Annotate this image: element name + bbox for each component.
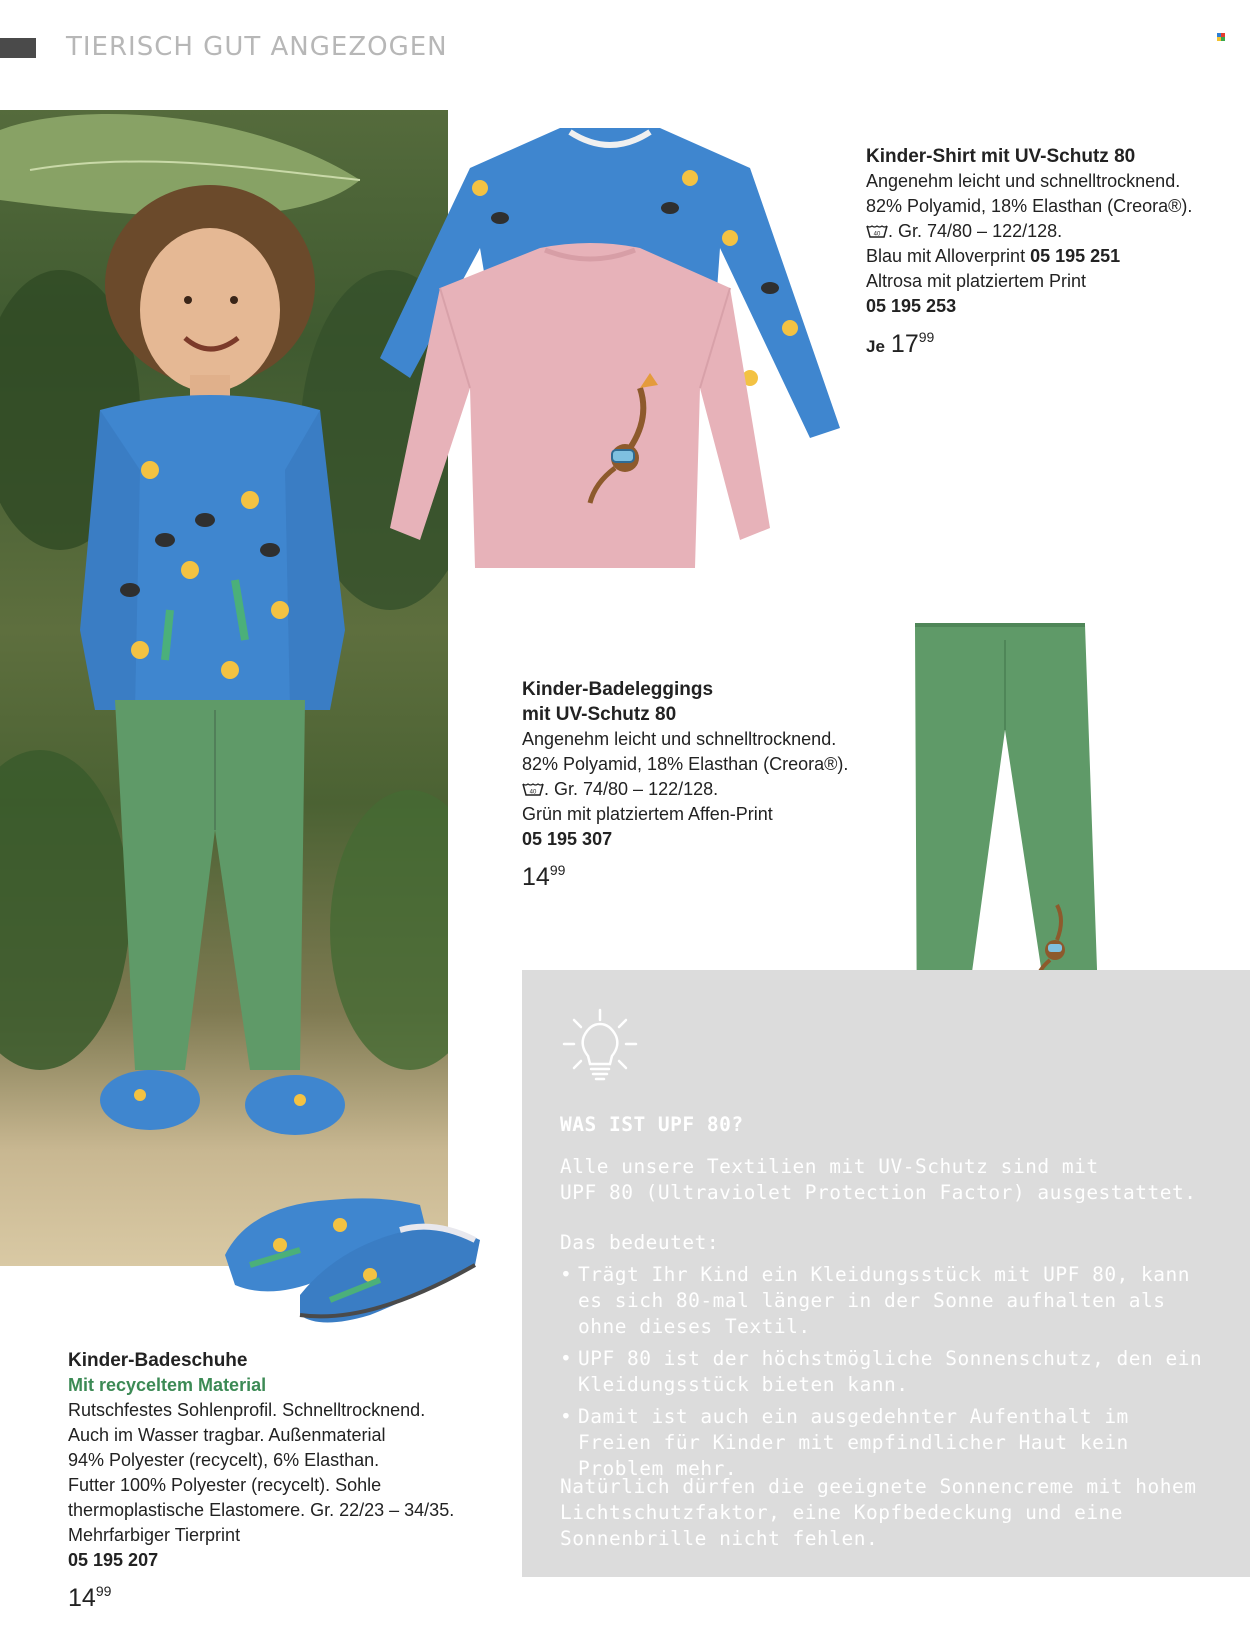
shoes-image — [220, 1185, 490, 1335]
shirt-variant-1 — [866, 244, 1250, 269]
shirt-variant-2-label: Altrosa mit platziertem Print — [866, 271, 1087, 291]
shirt-sizes-row — [866, 219, 1250, 244]
shirt-title: Kinder-Shirt mit UV-Schutz 80 — [866, 146, 1136, 167]
wash-40-icon — [866, 224, 888, 238]
leggings-price-main: 14 — [522, 863, 550, 891]
shirts-image — [370, 128, 855, 588]
upf-closing: Natürlich dürfen die geeignete Sonnencreme mit hohem Lichtschutzfaktor, eine Kopfbedeckung und eine Sonnenbrille nicht fehlen. — [560, 1475, 1197, 1550]
shirt-sizes: . Gr. 74/80 – 122/128. — [888, 221, 1063, 241]
upf-bullet-3: • Damit ist auch ein ausgedehnter Aufenthalt im Freien für Kinder mit empfindlicher Haut kein Problem mehr. — [560, 1404, 1210, 1482]
shirt-price-cents: 99 — [918, 329, 935, 345]
shirt-variant-1-code: 05 195 251 — [1030, 246, 1121, 266]
leggings-price-cents: 99 — [549, 862, 566, 878]
shoes-line-2: Auch im Wasser tragbar. Außenmaterial — [68, 1425, 386, 1445]
upf-title: WAS IST UPF 80? — [560, 1113, 744, 1136]
leggings-variant: Grün mit platziertem Affen-Print — [522, 804, 773, 824]
shirt-line-2: 82% Polyamid, 18% Elasthan (Creora®). — [866, 196, 1193, 216]
upf-bullet-2: • UPF 80 ist der höchstmögliche Sonnenschutz, den ein Kleidungsstück bieten kann. — [560, 1346, 1210, 1398]
upf-intro — [560, 1154, 1196, 1206]
leggings-description — [522, 677, 862, 890]
shoes-price — [68, 1579, 508, 1611]
upf-bullet-1: • Trägt Ihr Kind ein Kleidungsstück mit UPF 80, kann es sich 80-mal länger in der Sonne aufhalten als ohne dieses Textil. — [560, 1262, 1210, 1340]
shoes-price-main: 14 — [68, 1584, 96, 1612]
leggings-price — [522, 858, 862, 890]
shirt-price-prefix: Je — [866, 337, 885, 356]
leggings-line-2: 82% Polyamid, 18% Elasthan (Creora®). — [522, 754, 849, 774]
shirt-description — [866, 144, 1250, 359]
page-title: TIERISCH GUT ANGEZOGEN — [66, 32, 448, 62]
leggings-sizes-row — [522, 777, 862, 802]
leggings-line-1: Angenehm leicht und schnelltrocknend. — [522, 729, 837, 749]
header-bar — [0, 38, 36, 58]
wash-40-icon — [522, 782, 544, 796]
upf-bullet-list — [560, 1262, 1210, 1488]
shirt-variant-2-code: 05 195 253 — [866, 296, 957, 316]
lightbulb-icon — [560, 1006, 640, 1086]
svg-text:40: 40 — [873, 231, 881, 238]
leggings-code: 05 195 307 — [522, 829, 613, 849]
shoes-line-4: Futter 100% Polyester (recycelt). Sohle — [68, 1475, 382, 1495]
shirt-price — [866, 325, 1250, 359]
svg-text:40: 40 — [529, 789, 537, 796]
shoes-line-3: 94% Polyester (recycelt), 6% Elasthan. — [68, 1450, 380, 1470]
upf-intro-line-2: UPF 80 (Ultraviolet Protection Factor) ausgestattet. — [560, 1181, 1197, 1204]
upf-info-box — [522, 970, 1250, 1577]
shirt-price-main: 17 — [890, 330, 919, 358]
leggings-title-2: mit UV-Schutz 80 — [522, 704, 677, 725]
shirt-line-1: Angenehm leicht und schnelltrocknend. — [866, 171, 1181, 191]
leggings-title-1: Kinder-Badeleggings — [522, 679, 714, 700]
shoes-line-1: Rutschfestes Sohlenprofil. Schnelltrocknend. — [68, 1400, 426, 1420]
pink-shirt — [390, 243, 770, 568]
shirt-variant-1-label: Blau mit Alloverprint — [866, 246, 1026, 266]
color-mark-icon — [1217, 33, 1225, 41]
shoes-line-5: thermoplastische Elastomere. Gr. 22/23 – 34/35. — [68, 1500, 455, 1520]
shoes-title: Kinder-Badeschuhe — [68, 1350, 248, 1371]
shoes-line-6: Mehrfarbiger Tierprint — [68, 1525, 241, 1545]
shoes-price-cents: 99 — [95, 1583, 112, 1599]
upf-intro-line-1: Alle unsere Textilien mit UV-Schutz sind mit — [560, 1155, 1099, 1178]
leggings-sizes: . Gr. 74/80 – 122/128. — [544, 779, 719, 799]
shoes-subtitle: Mit recyceltem Material — [68, 1375, 267, 1395]
shoes-code: 05 195 207 — [68, 1550, 159, 1570]
upf-lead: Das bedeutet: — [560, 1231, 720, 1254]
shoes-description — [68, 1348, 508, 1611]
